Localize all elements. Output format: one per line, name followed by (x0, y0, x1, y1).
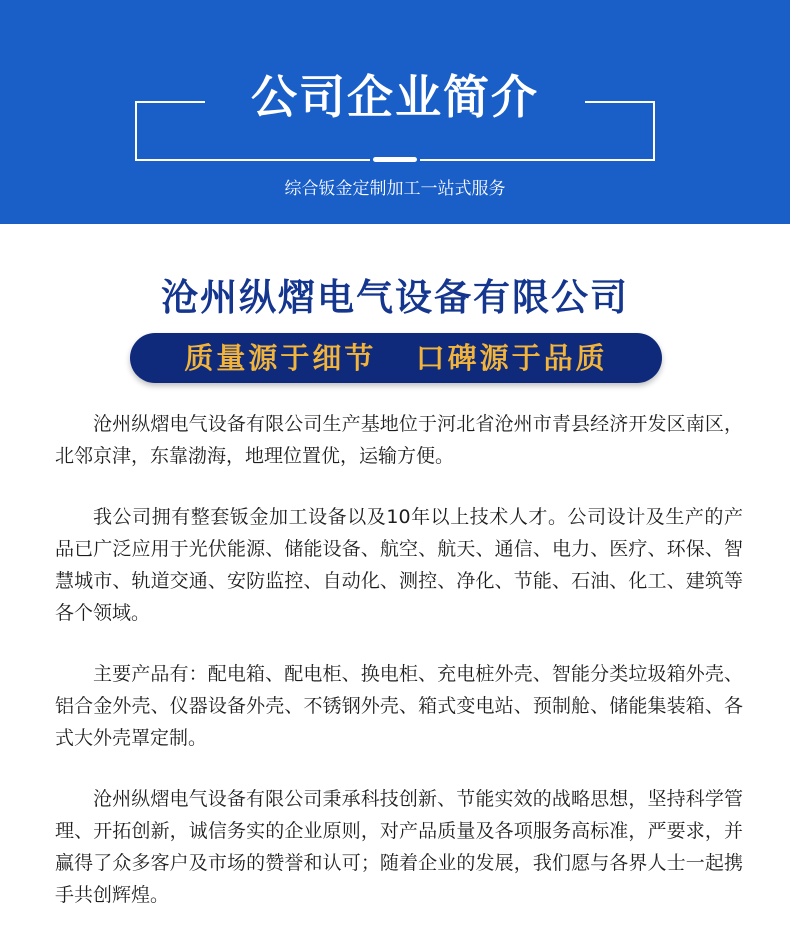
company-name: 沧州纵熠电气设备有限公司 (161, 276, 629, 319)
frame-top-right-line (585, 101, 655, 103)
slogan-text: 质量源于细节 口碑源于品质 (184, 341, 608, 375)
company-description (55, 408, 743, 940)
header-title: 公司企业简介 (251, 70, 539, 124)
frame-top-left-line (135, 101, 205, 103)
paragraph-philosophy: 沧州纵熠电气设备有限公司秉承科技创新、节能实效的战略思想，坚持科学管理、开拓创新，诚信务实的企业原则，对产品质量及各项服务高标准，严要求，并赢得了众多客户及市场的赞誉和认可；随着企业的发展，我们愿与各界人士一起携手共创辉煌。 (55, 788, 743, 906)
frame-accent-bar (373, 157, 417, 162)
paragraph-capability: 我公司拥有整套钣金加工设备以及10年以上技术人才。公司设计及生产的产品已广泛应用于光伏能源、储能设备、航空、航天、通信、电力、医疗、环保、智慧城市、轨道交通、安防监控、自动化、测控、净化、节能、石油、化工、建筑等各个领域。 (55, 506, 743, 624)
slogan-banner (130, 333, 662, 383)
paragraph-products: 主要产品有：配电箱、配电柜、换电柜、充电桩外壳、智能分类垃圾箱外壳、铝合金外壳、仪器设备外壳、不锈钢外壳、箱式变电站、预制舱、储能集装箱、各式大外壳罩定制。 (55, 663, 743, 749)
header-subtitle: 综合钣金定制加工一站式服务 (284, 179, 506, 199)
paragraph-location: 沧州纵熠电气设备有限公司生产基地位于河北省沧州市青县经济开发区南区，北邻京津，东靠渤海，地理位置优，运输方便。 (55, 413, 743, 467)
